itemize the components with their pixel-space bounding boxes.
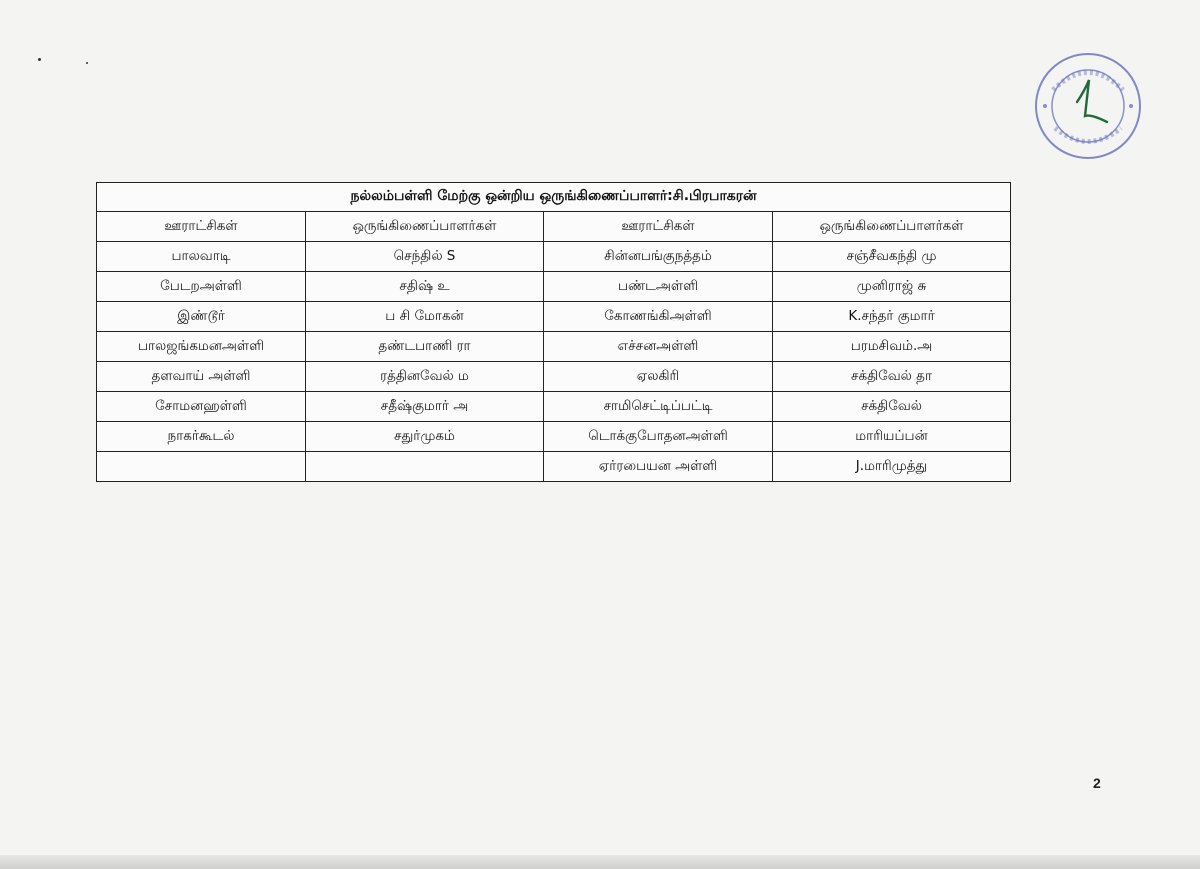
official-seal-stamp — [1033, 50, 1143, 162]
table-cell: ஏலகிரி — [544, 362, 773, 392]
table-cell: பேடறஅள்ளி — [97, 272, 306, 302]
table-cell: செந்தில் S — [306, 242, 544, 272]
table-cell: சஞ்சீவகந்தி மு — [773, 242, 1011, 272]
table-row — [97, 392, 1011, 422]
table-cell — [97, 452, 306, 482]
page-number: 2 — [1093, 775, 1101, 791]
table-cell: ஏர்ரபையன அள்ளி — [544, 452, 773, 482]
table-cell: J.மாரிமுத்து — [773, 452, 1011, 482]
table-cell: நாகர்கூடல் — [97, 422, 306, 452]
table-cell: எச்சனஅள்ளி — [544, 332, 773, 362]
table-cell: டொக்குபோதனஅள்ளி — [544, 422, 773, 452]
table-row — [97, 242, 1011, 272]
header-coordinators-2: ஒருங்கிணைப்பாளர்கள் — [773, 212, 1011, 242]
table-cell: ரத்தினவேல் ம — [306, 362, 544, 392]
table-row — [97, 362, 1011, 392]
table-cell: சோமனஹள்ளி — [97, 392, 306, 422]
header-coordinators-1: ஒருங்கிணைப்பாளர்கள் — [306, 212, 544, 242]
table-cell: பண்டஅள்ளி — [544, 272, 773, 302]
table-cell: ப சி மோகன் — [306, 302, 544, 332]
table-cell: K.சந்தர் குமார் — [773, 302, 1011, 332]
table-cell: சாமிசெட்டிப்பட்டி — [544, 392, 773, 422]
table-cell: இண்டூர் — [97, 302, 306, 332]
table-title-row — [97, 183, 1011, 212]
table-cell: சின்னபங்குநத்தம் — [544, 242, 773, 272]
table-cell: சக்திவேல் தா — [773, 362, 1011, 392]
table-cell: பாலவாடி — [97, 242, 306, 272]
table-cell: சதீஷ்குமார் அ — [306, 392, 544, 422]
table-row — [97, 272, 1011, 302]
page-edge-shadow — [0, 855, 1200, 869]
table-cell: கோணங்கிஅள்ளி — [544, 302, 773, 332]
table-cell: பாலஜங்கமனஅள்ளி — [97, 332, 306, 362]
table-cell: சதிஷ் உ — [306, 272, 544, 302]
table-cell: தளவாய் அள்ளி — [97, 362, 306, 392]
table-cell: சக்திவேல் — [773, 392, 1011, 422]
table-title: நல்லம்பள்ளி மேற்கு ஒன்றிய ஒருங்கிணைப்பாளர்:சி.பிரபாகரன் — [97, 183, 1011, 212]
header-panchayats-1: ஊராட்சிகள் — [97, 212, 306, 242]
header-panchayats-2: ஊராட்சிகள் — [544, 212, 773, 242]
table-row — [97, 422, 1011, 452]
scan-speck — [86, 62, 88, 64]
table-cell: மாரியப்பன் — [773, 422, 1011, 452]
table-cell — [306, 452, 544, 482]
coordinator-table — [96, 182, 1011, 482]
table-row — [97, 452, 1011, 482]
table-row — [97, 332, 1011, 362]
table-row — [97, 302, 1011, 332]
table-cell: சதுர்முகம் — [306, 422, 544, 452]
scan-speck — [38, 58, 41, 61]
table-cell: பரமசிவம்.அ — [773, 332, 1011, 362]
table-header-row — [97, 212, 1011, 242]
table-cell: முனிராஜ் சு — [773, 272, 1011, 302]
signature-mark — [1077, 80, 1107, 122]
table-cell: தண்டபாணி ரா — [306, 332, 544, 362]
